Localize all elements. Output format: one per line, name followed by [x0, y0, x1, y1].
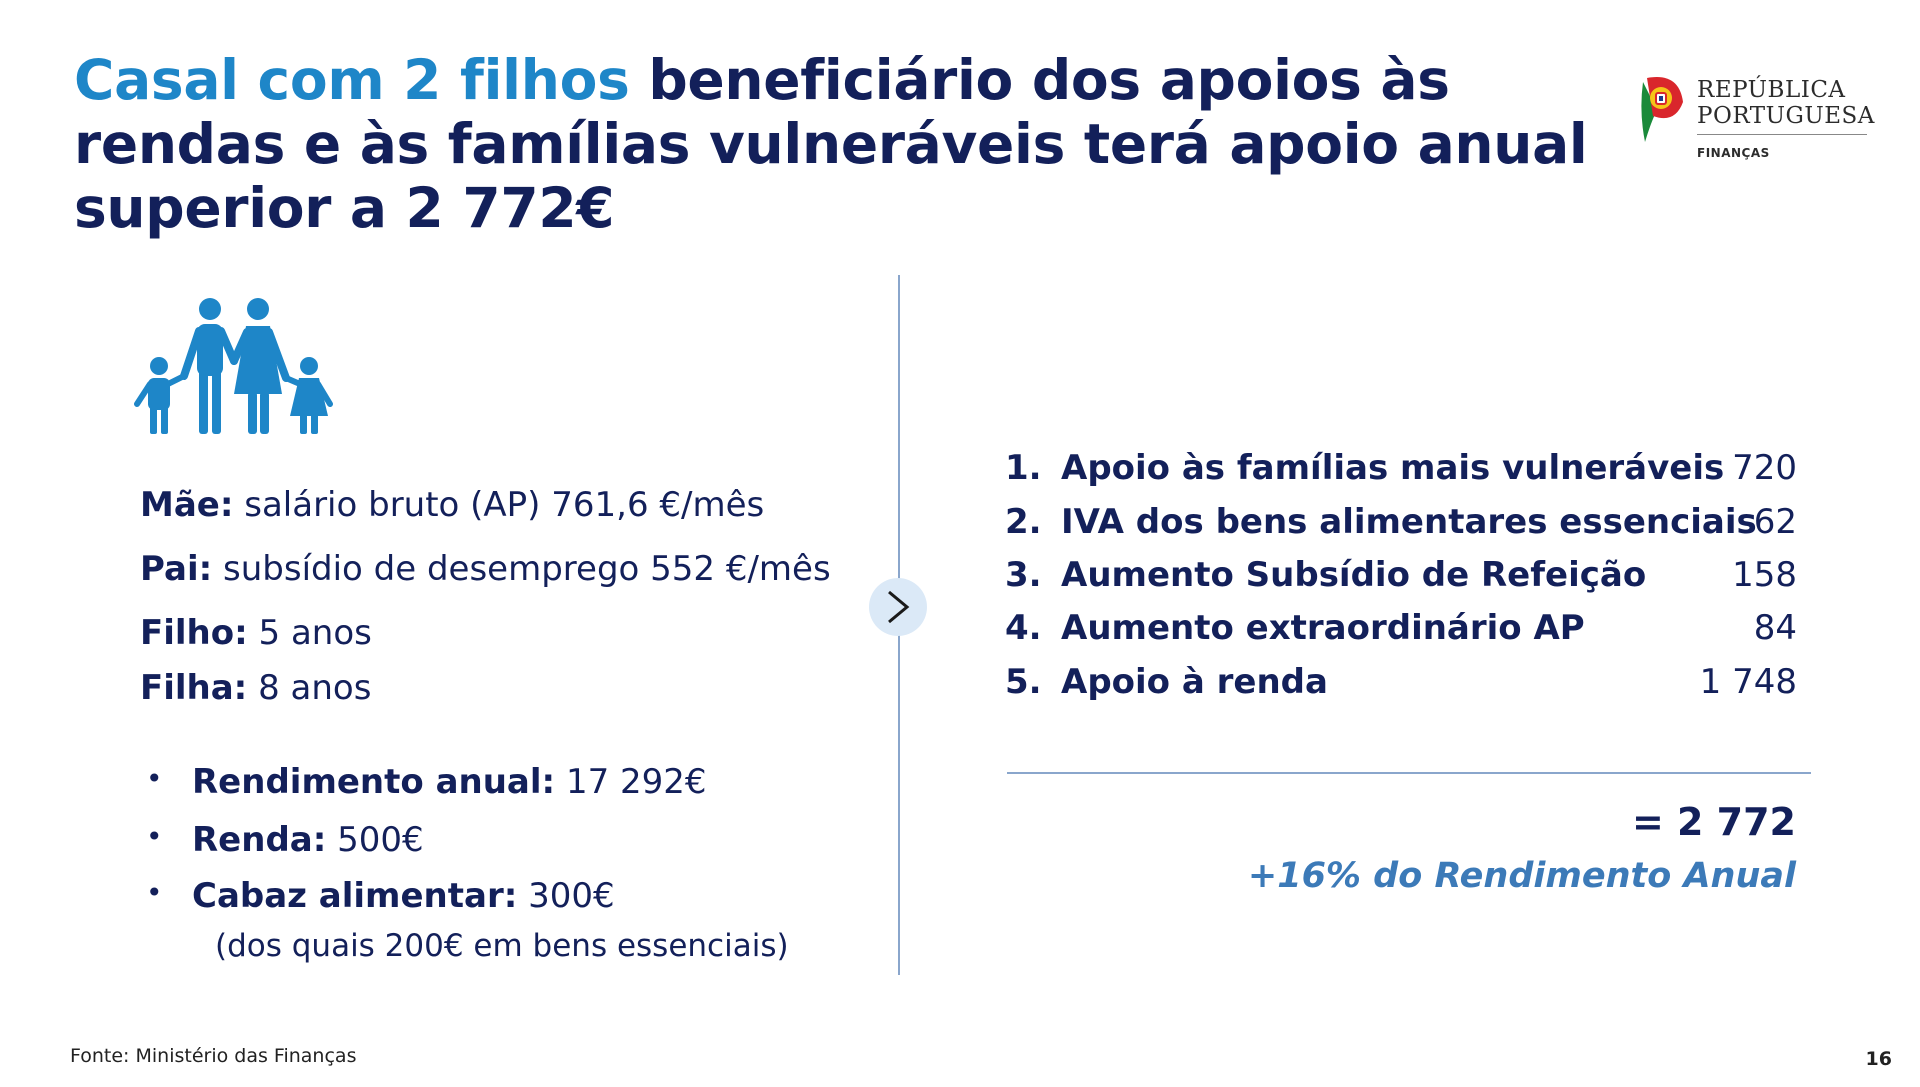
bullet-text	[192, 762, 707, 802]
list-value: 84	[1753, 608, 1797, 648]
list-label: IVA dos bens alimentares essenciais	[1061, 502, 1757, 542]
logo-line2: PORTUGUESA	[1697, 103, 1875, 129]
bullet-label: Cabaz alimentar:	[192, 876, 518, 916]
list-label: Aumento extraordinário AP	[1061, 608, 1585, 648]
source-note: Fonte: Ministério das Finanças	[70, 1045, 357, 1067]
list-item	[1005, 662, 1797, 716]
bullet-dot: •	[146, 876, 163, 909]
total-value: = 2 772	[1631, 800, 1796, 844]
bullet-value: 300€	[517, 876, 615, 916]
list-value: 62	[1753, 502, 1797, 542]
slide-title	[74, 48, 1604, 240]
bullet-label: Rendimento anual:	[192, 762, 556, 802]
logo-divider	[1697, 134, 1867, 135]
sum-divider	[1007, 772, 1811, 774]
profile-father	[140, 549, 831, 589]
republica-portuguesa-logo	[1635, 72, 1875, 172]
page-number: 16	[1865, 1048, 1892, 1070]
logo-wordmark	[1697, 77, 1875, 129]
list-label: Apoio à renda	[1061, 662, 1328, 702]
list-item	[1005, 555, 1797, 609]
list-number: 4.	[1005, 608, 1042, 648]
list-value: 1 748	[1699, 662, 1797, 702]
logo-line1: REPÚBLICA	[1697, 77, 1846, 103]
profile-mother	[140, 485, 764, 525]
list-item	[1005, 448, 1797, 502]
profile-label: Mãe:	[140, 485, 234, 525]
title-highlight: Casal com 2 filhos	[74, 48, 630, 112]
list-number: 2.	[1005, 502, 1042, 542]
family-icon	[134, 296, 334, 436]
profile-label: Filho:	[140, 613, 248, 653]
list-number: 3.	[1005, 555, 1042, 595]
bullet-value: 500€	[326, 820, 424, 860]
profile-value: 5 anos	[247, 613, 372, 653]
profile-value: 8 anos	[247, 668, 372, 708]
income-percentage: +16% do Rendimento Anual	[1247, 856, 1796, 896]
coat-of-arms-icon	[1635, 72, 1685, 144]
bullet-dot: •	[146, 762, 163, 795]
list-item	[1005, 608, 1797, 662]
list-value: 720	[1732, 448, 1797, 488]
logo-ministry: FINANÇAS	[1697, 146, 1770, 160]
profile-value: subsídio de desemprego 552 €/mês	[212, 549, 831, 589]
list-value: 158	[1732, 555, 1797, 595]
list-number: 5.	[1005, 662, 1042, 702]
title-rest: beneficiário dos apoios às rendas e às famílias vulneráveis terá apoio anual superior a 2 772€	[74, 48, 1588, 240]
bullet-text	[192, 876, 615, 916]
profile-son	[140, 613, 372, 653]
list-number: 1.	[1005, 448, 1042, 488]
bullet-label: Renda:	[192, 820, 327, 860]
profile-value: salário bruto (AP) 761,6 €/mês	[233, 485, 765, 525]
chevron-right-icon	[869, 578, 927, 636]
bullet-note: (dos quais 200€ em bens essenciais)	[215, 928, 789, 964]
profile-label: Pai:	[140, 549, 213, 589]
bullet-dot: •	[146, 820, 163, 853]
list-item	[1005, 502, 1797, 556]
profile-daughter	[140, 668, 371, 708]
list-label: Aumento Subsídio de Refeição	[1061, 555, 1647, 595]
bullet-value: 17 292€	[555, 762, 707, 802]
profile-label: Filha:	[140, 668, 248, 708]
list-label: Apoio às famílias mais vulneráveis	[1061, 448, 1725, 488]
bullet-text	[192, 820, 424, 860]
